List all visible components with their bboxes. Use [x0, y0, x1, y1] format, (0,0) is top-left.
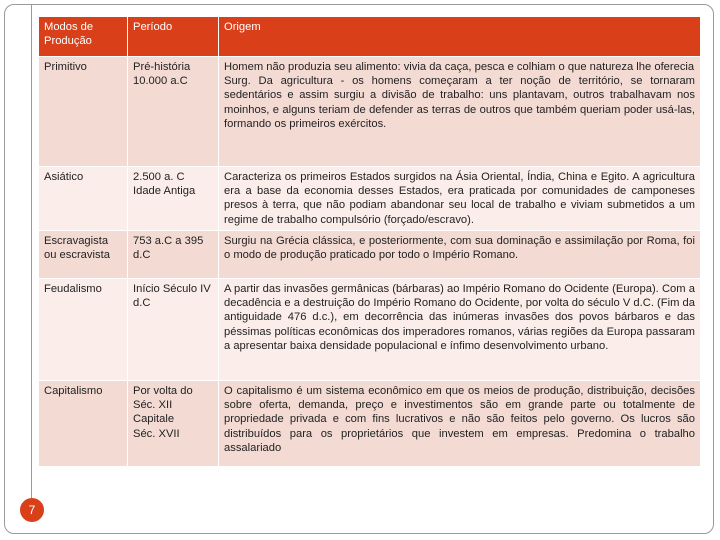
- page-number-badge: 7: [20, 498, 44, 522]
- mode-cell: Primitivo: [39, 57, 128, 167]
- mode-cell: Escravagista ou escravista: [39, 231, 128, 279]
- table-row: [39, 167, 701, 231]
- table-row: [39, 231, 701, 279]
- table-row: [39, 57, 701, 167]
- modes-of-production-table: [38, 16, 701, 467]
- origin-cell: Homem não produzia seu alimento: vivia da caça, pesca e colhiam o que natureza lhe oferecia Surg. Da agricultura - os homens começaram a ter noção de território, se tornaram sedentários e assim surgiu a divisão de trabalho: uns plantavam, outros trabalhavam nos moinhos, e alguns teriam de defender as terras de outros que também queriam poder usá-las, formando os primeiros exércitos.: [219, 57, 701, 167]
- table-row: [39, 381, 701, 467]
- header-period: Período: [128, 17, 219, 57]
- mode-cell: Feudalismo: [39, 279, 128, 381]
- origin-cell: Surgiu na Grécia clássica, e posteriormente, com sua dominação e assimilação por Roma, foi o modo de produção praticado por todo o Império Romano.: [219, 231, 701, 279]
- period-cell: 753 a.C a 395 d.C: [128, 231, 219, 279]
- period-cell: Início Século IV d.C: [128, 279, 219, 381]
- header-modes: Modos de Produção: [39, 17, 128, 57]
- left-margin-line: [31, 4, 32, 498]
- period-cell: 2.500 a. C Idade Antiga: [128, 167, 219, 231]
- mode-cell: Capitalismo: [39, 381, 128, 467]
- period-cell: Por volta do Séc. XII Capitale Séc. XVII: [128, 381, 219, 467]
- origin-cell: O capitalismo é um sistema econômico em que os meios de produção, distribuição, decisões sobre oferta, demanda, preço e investimentos são em grande parte ou totalmente de propriedade privada e com fins lucrativos e não são feitos pelo governo. Os lucros são distribuídos para os proprietários que investem em empresas. Predomina o trabalho assalariado: [219, 381, 701, 467]
- mode-cell: Asiático: [39, 167, 128, 231]
- origin-cell: Caracteriza os primeiros Estados surgidos na Ásia Oriental, Índia, China e Egito. A agricultura era a base da economia desses Estados, era praticada por comunidades de camponeses presos à terra, que não podiam abandonar seu local de trabalho e viviam submetidos a um regime de trabalho compulsório (forçado/escravo).: [219, 167, 701, 231]
- origin-cell: A partir das invasões germânicas (bárbaras) ao Império Romano do Ocidente (Europa). Com a decadência e a destruição do Império Romano do Ocidente, por volta do século V d.C. (Fim da antiguidade 476 d.c.), em decorrência das inúmeras invasões dos povos bárbaros e das péssimas políticas econômicas dos imperadores romanos, várias regiões da Europa passaram a apresentar baixa densidade populacional e ínfimo desenvolvimento urbano.: [219, 279, 701, 381]
- header-origin: Origem: [219, 17, 701, 57]
- table-row: [39, 279, 701, 381]
- period-cell: Pré-história 10.000 a.C: [128, 57, 219, 167]
- header-row: [39, 17, 701, 57]
